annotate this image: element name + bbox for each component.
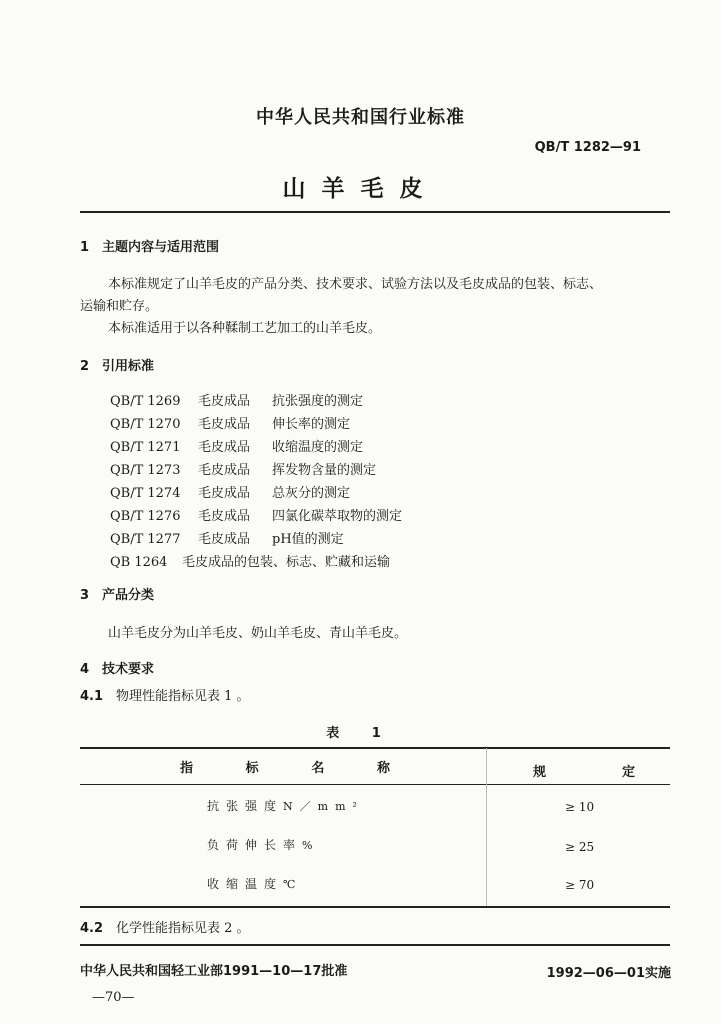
- header-char: 称: [376, 761, 390, 776]
- table-bottom-rule: [80, 906, 670, 908]
- table-header-indicator-name: [180, 757, 390, 776]
- header-char: 标: [245, 761, 259, 776]
- section-title: 主题内容与适用范围: [102, 240, 220, 255]
- subsection-4-1: [80, 685, 250, 704]
- page-number: —70—: [92, 990, 135, 1005]
- indicator-value: ≥ 70: [565, 878, 595, 892]
- reference-row: [110, 459, 376, 478]
- section-number: 4: [80, 662, 90, 677]
- indicator-name: 抗张强度: [207, 799, 284, 813]
- section-2-heading: [80, 355, 154, 374]
- header-char: 名: [311, 761, 325, 776]
- reference-code: QB 1264: [110, 555, 168, 570]
- reference-row: [110, 436, 363, 455]
- reference-category: 毛皮成品: [198, 417, 251, 432]
- section-1-paragraph-1-line-1: 本标准规定了山羊毛皮的产品分类、技术要求、试验方法以及毛皮成品的包装、标志、: [108, 277, 603, 292]
- reference-code: QB/T 1274: [110, 486, 181, 501]
- section-title: 产品分类: [102, 588, 155, 603]
- reference-title: 总灰分的测定: [272, 486, 351, 501]
- section-title: 技术要求: [102, 662, 155, 677]
- section-1-paragraph-2: 本标准适用于以各种鞣制工艺加工的山羊毛皮。: [108, 321, 382, 336]
- reference-title: 毛皮成品的包装、标志、贮藏和运输: [182, 555, 391, 570]
- table-top-rule: [80, 747, 670, 749]
- section-3-paragraph: 山羊毛皮分为山羊毛皮、奶山羊毛皮、青山羊毛皮。: [108, 626, 408, 641]
- reference-title: 挥发物含量的测定: [272, 463, 377, 478]
- reference-category: 毛皮成品: [198, 440, 251, 455]
- indicator-name: 负荷伸长率: [207, 838, 303, 852]
- reference-title: 四氯化碳萃取物的测定: [272, 509, 403, 524]
- reference-category: 毛皮成品: [198, 509, 251, 524]
- section-1-heading: [80, 236, 219, 255]
- section-3-heading: [80, 584, 154, 603]
- table-caption: 表 1: [326, 726, 395, 741]
- reference-code: QB/T 1270: [110, 417, 181, 432]
- table-row: [207, 836, 319, 853]
- section-title: 引用标准: [102, 359, 155, 374]
- header-char: 定: [621, 765, 635, 780]
- indicator-unit: ℃: [283, 878, 303, 891]
- subsection-number: 4.2: [80, 921, 104, 936]
- reference-title: 抗张强度的测定: [272, 394, 364, 409]
- reference-category: 毛皮成品: [198, 486, 251, 501]
- header-char: 规: [533, 765, 547, 780]
- section-number: 2: [80, 359, 90, 374]
- subsection-text: 化学性能指标见表 2 。: [116, 921, 250, 936]
- reference-code: QB/T 1269: [110, 394, 181, 409]
- footer-divider: [80, 944, 670, 946]
- reference-category: 毛皮成品: [198, 394, 251, 409]
- indicator-unit: N／mm²: [283, 800, 364, 813]
- section-4-heading: [80, 658, 154, 677]
- table-column-divider: [486, 748, 487, 908]
- reference-code: QB/T 1277: [110, 532, 181, 547]
- reference-row: [110, 551, 390, 570]
- subsection-4-2: [80, 917, 250, 936]
- standard-title: 中华人民共和国行业标准: [256, 107, 465, 128]
- reference-row: [110, 482, 350, 501]
- section-1-paragraph-1-line-2: 运输和贮存。: [80, 299, 159, 314]
- reference-title: 收缩温度的测定: [272, 440, 364, 455]
- section-number: 3: [80, 588, 90, 603]
- header-char: 指: [180, 761, 194, 776]
- reference-row: [110, 413, 350, 432]
- indicator-value: ≥ 25: [565, 840, 595, 854]
- section-number: 1: [80, 240, 90, 255]
- reference-title: pH值的测定: [272, 532, 344, 547]
- approval-note: 中华人民共和国轻工业部1991—10—17批准: [80, 964, 348, 979]
- subsection-text: 物理性能指标见表 1 。: [116, 689, 250, 704]
- subsection-number: 4.1: [80, 689, 104, 704]
- reference-row: [110, 390, 363, 409]
- reference-code: QB/T 1271: [110, 440, 181, 455]
- reference-category: 毛皮成品: [198, 532, 251, 547]
- document-title: 山羊毛皮: [282, 176, 439, 202]
- table-header-specification: [533, 761, 635, 780]
- reference-row: [110, 528, 344, 547]
- reference-title: 伸长率的测定: [272, 417, 351, 432]
- table-row: [207, 875, 302, 892]
- indicator-unit: %: [302, 839, 320, 852]
- indicator-name: 收缩温度: [207, 877, 284, 891]
- reference-category: 毛皮成品: [198, 463, 251, 478]
- table-row: [207, 797, 364, 814]
- reference-row: [110, 505, 402, 524]
- indicator-value: ≥ 10: [565, 800, 595, 814]
- implementation-date: 1992—06—01实施: [546, 966, 671, 981]
- standard-code: QB/T 1282—91: [534, 140, 641, 155]
- table-header-rule: [80, 784, 670, 785]
- header-divider: [80, 211, 670, 213]
- reference-code: QB/T 1276: [110, 509, 181, 524]
- reference-code: QB/T 1273: [110, 463, 181, 478]
